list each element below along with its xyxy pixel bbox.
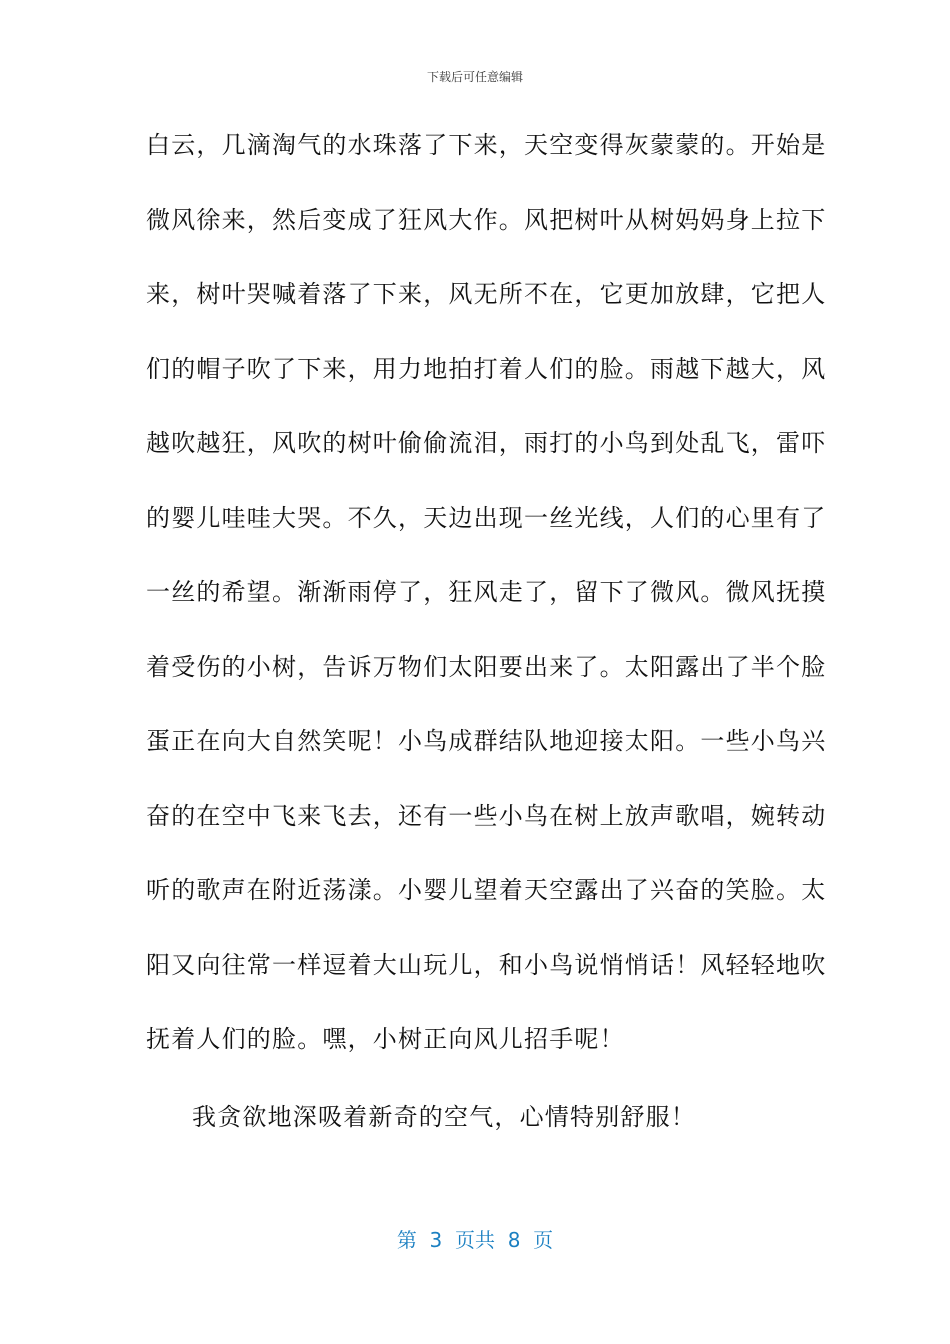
text-line: 微风徐来，然后变成了狂风大作。风把树叶从树妈妈身上拉下	[146, 205, 827, 234]
text-line: 白云，几滴淘气的水珠落了下来，天空变得灰蒙蒙的。开始是	[146, 131, 827, 159]
text-line: 的婴儿哇哇大哭。不久，天边出现一丝光线，人们的心里有了	[146, 503, 827, 532]
text-line: 阳又向往常一样逗着大山玩儿，和小鸟说悄悄话！风轻轻地吹	[146, 950, 827, 979]
text-line: 们的帽子吹了下来，用力地拍打着人们的脸。雨越下越大，风	[146, 354, 827, 383]
text-line: 越吹越狂，风吹的树叶偷偷流泪，雨打的小鸟到处乱飞，雷吓	[146, 429, 827, 457]
text-line: 一丝的希望。渐渐雨停了，狂风走了，留下了微风。微风抚摸	[146, 578, 827, 606]
text-line: 听的歌声在附近荡漾。小婴儿望着天空露出了兴奋的笑脸。太	[146, 876, 827, 904]
paragraph-1	[146, 120, 827, 1089]
text-line: 着受伤的小树，告诉万物们太阳要出来了。太阳露出了半个脸	[146, 652, 827, 681]
text-line: 蛋正在向大自然笑呢！小鸟成群结队地迎接太阳。一些小鸟兴	[146, 727, 827, 755]
text-line: 来，树叶哭喊着落了下来，风无所不在，它更加放肆，它把人	[146, 280, 827, 308]
paragraph-2: 我贪欲地深吸着新奇的空气，心情特别舒服！	[192, 1103, 696, 1131]
page-number-footer: 第 3 页共 8 页	[396, 1228, 554, 1252]
page-header-note: 下载后可任意编辑	[426, 70, 523, 84]
text-line: 奋的在空中飞来飞去，还有一些小鸟在树上放声歌唱，婉转动	[146, 801, 827, 830]
text-line: 抚着人们的脸。嘿，小树正向风儿招手呢！	[146, 1025, 625, 1053]
